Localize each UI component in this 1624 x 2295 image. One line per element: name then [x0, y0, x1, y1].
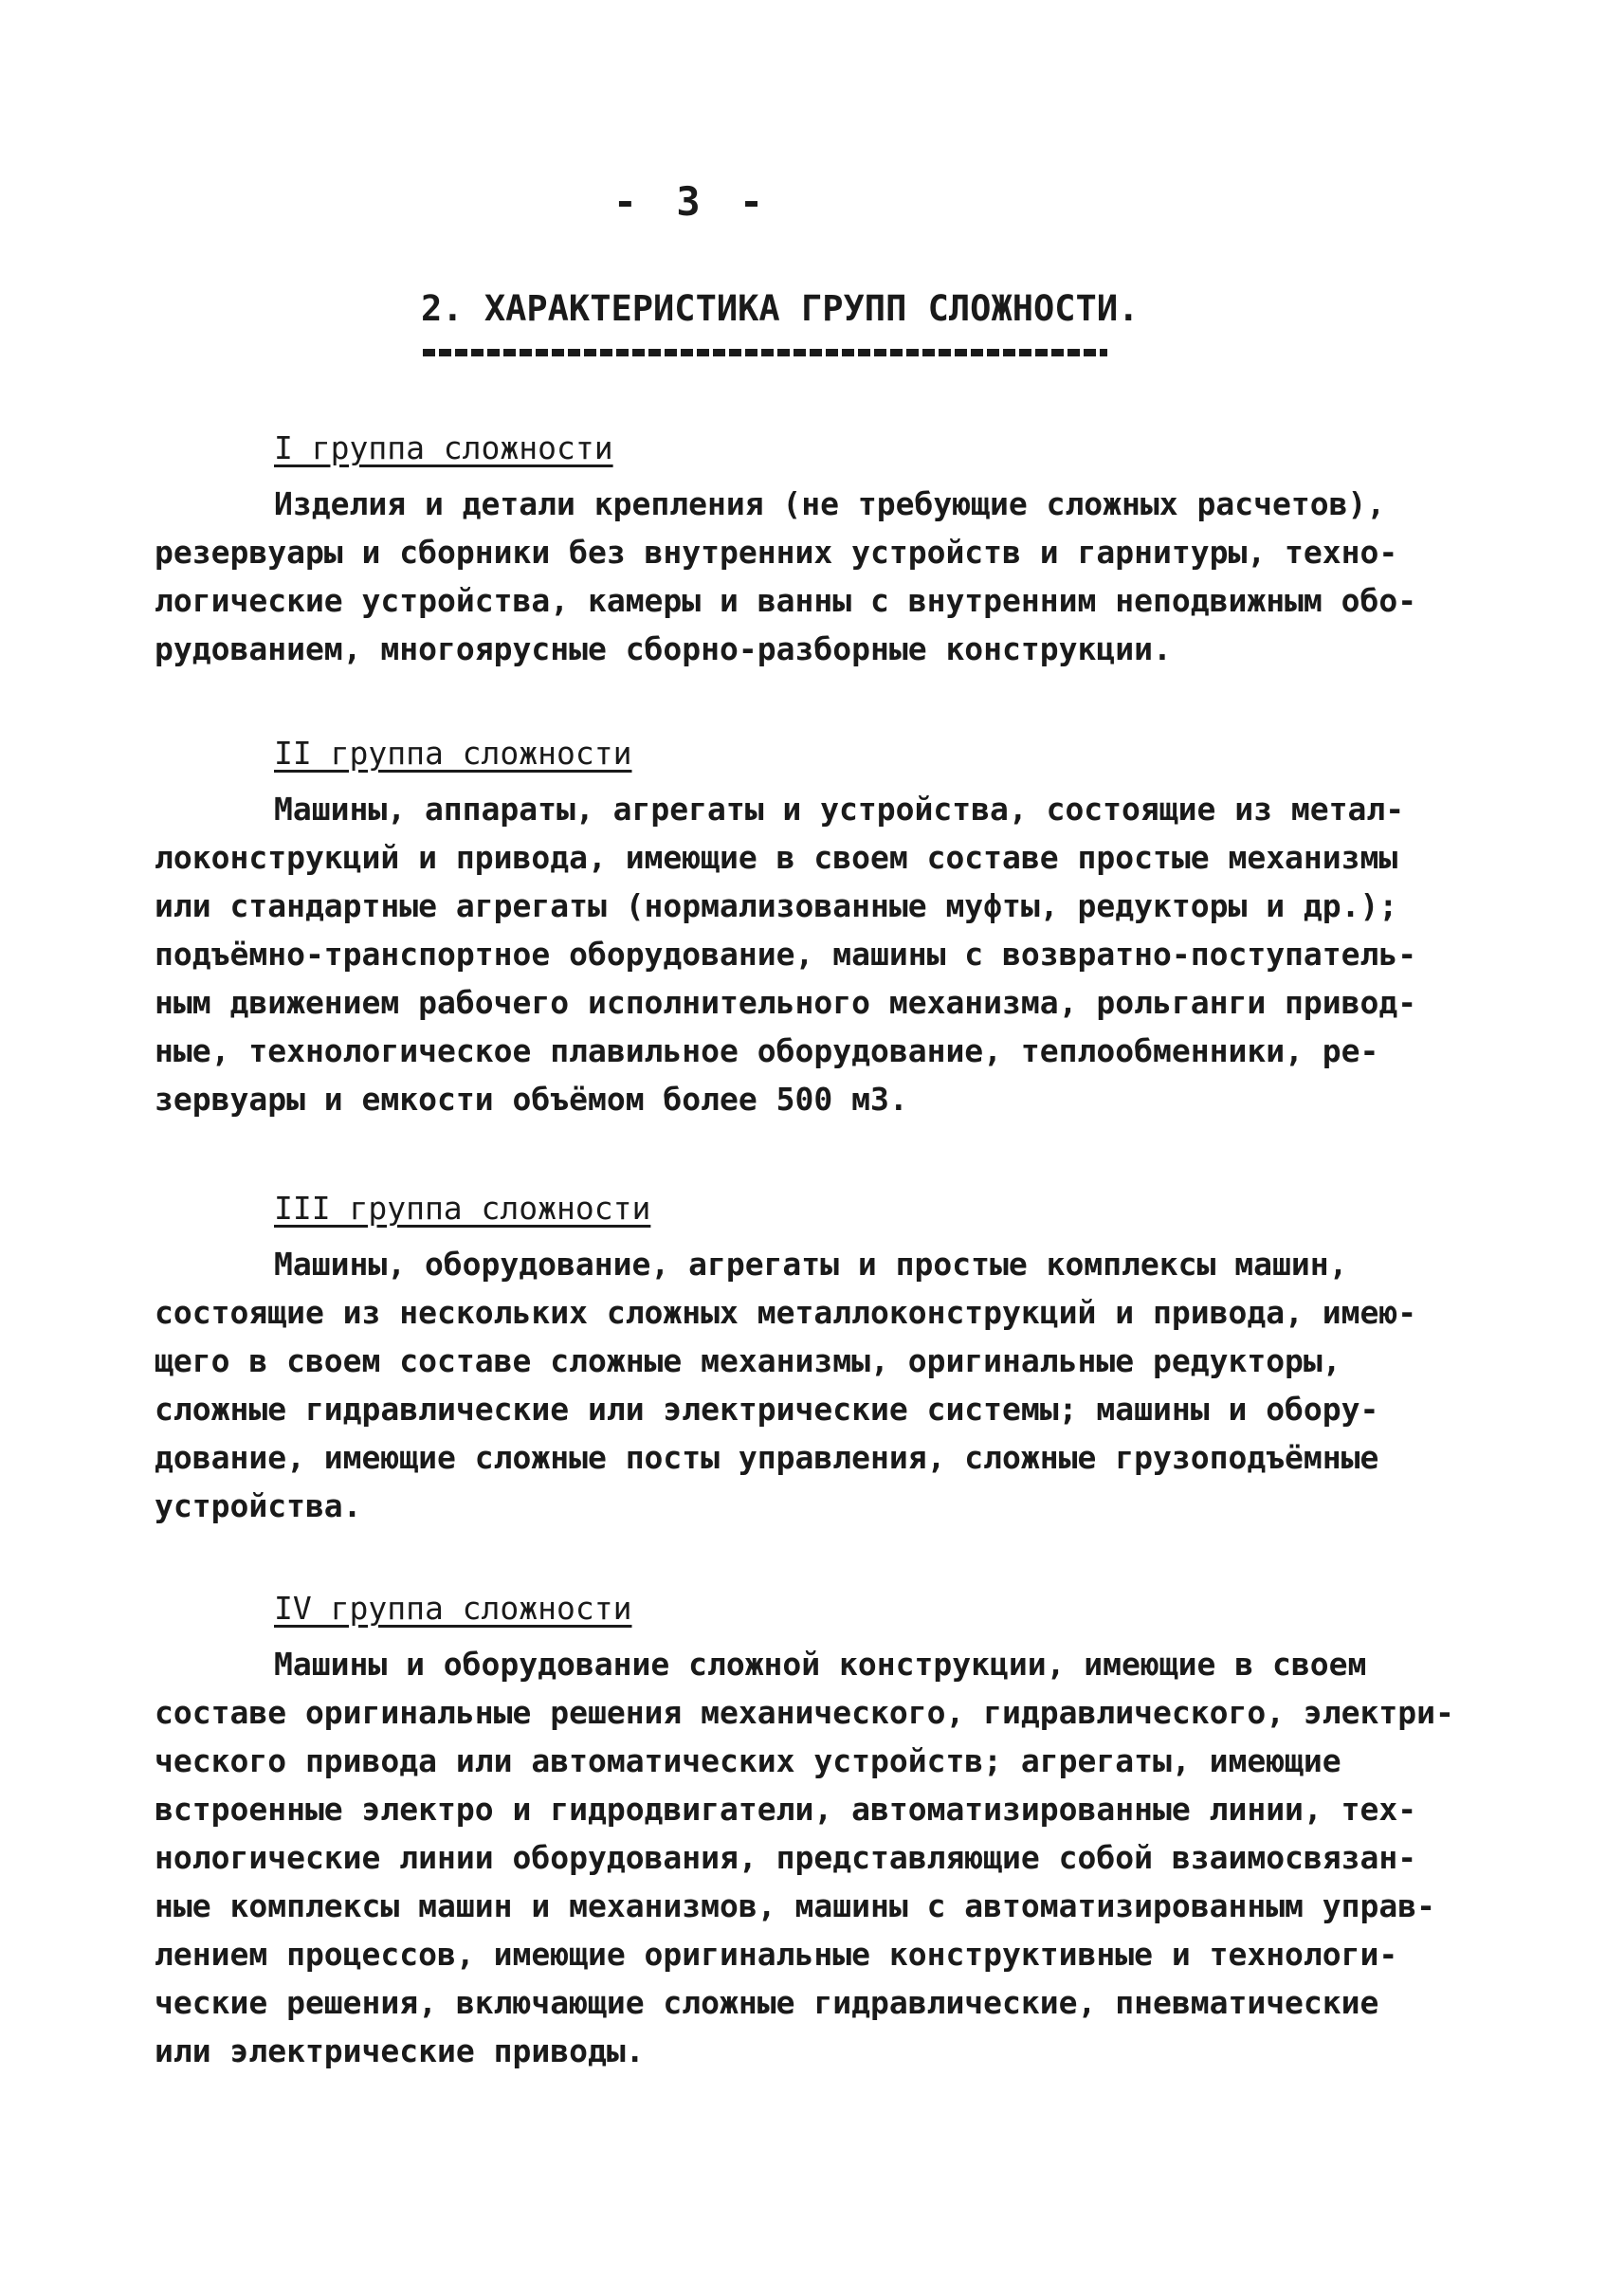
page-number: - 3 -	[612, 178, 772, 225]
group-heading: II группа сложности	[274, 735, 632, 772]
text-line: лением процессов, имеющие оригинальные конструктивные и технологи-	[155, 1936, 1398, 1973]
text-line: щего в своем составе сложные механизмы, оригинальные редукторы,	[155, 1342, 1341, 1379]
text-line: локонструкций и привода, имеющие в своем составе простые механизмы	[155, 839, 1398, 876]
group-description	[155, 1640, 1482, 2075]
text-line: подъёмно-транспортное оборудование, машины с возвратно-поступатель-	[155, 936, 1417, 973]
complexity-group-3	[155, 1185, 1482, 1530]
group-heading: IV группа сложности	[274, 1590, 632, 1627]
group-heading: I группа сложности	[274, 429, 613, 466]
text-line: встроенные электро и гидродвигатели, автоматизированные линии, тех-	[155, 1791, 1417, 1828]
complexity-group-2	[155, 730, 1482, 1123]
text-line: ческого привода или автоматических устройств; агрегаты, имеющие	[155, 1742, 1341, 1779]
text-line: устройства.	[155, 1487, 362, 1524]
text-line: нологические линии оборудования, представляющие собой взаимосвязан-	[155, 1839, 1417, 1876]
text-line: ческие решения, включающие сложные гидравлические, пневматические	[155, 1984, 1379, 2021]
group-description	[155, 1240, 1482, 1530]
title-underline-rule	[423, 349, 1107, 356]
text-line: Машины и оборудование сложной конструкции, имеющие в своем	[274, 1646, 1367, 1683]
text-line: Машины, оборудование, агрегаты и простые комплексы машин,	[274, 1246, 1348, 1283]
complexity-group-4	[155, 1585, 1482, 2075]
text-line: дование, имеющие сложные посты управления, сложные грузоподъёмные	[155, 1439, 1379, 1476]
text-line: зервуары и емкости объёмом более 500 м3.	[155, 1081, 908, 1118]
group-description	[155, 480, 1482, 673]
text-line: ным движением рабочего исполнительного механизма, рольганги привод-	[155, 984, 1417, 1021]
text-line: Изделия и детали крепления (не требующие сложных расчетов),	[274, 485, 1386, 522]
text-line: или электрические приводы.	[155, 2032, 645, 2069]
text-line: логические устройства, камеры и ванны с внутренним неподвижным обо-	[155, 582, 1417, 619]
group-description	[155, 785, 1482, 1123]
section-title: 2. ХАРАКТЕРИСТИКА ГРУПП СЛОЖНОСТИ.	[421, 288, 1140, 329]
text-line: ные, технологическое плавильное оборудование, теплообменники, ре-	[155, 1032, 1379, 1069]
text-line: сложные гидравлические или электрические системы; машины и обору-	[155, 1391, 1379, 1428]
text-line: состоящие из нескольких сложных металлоконструкций и привода, имею-	[155, 1294, 1417, 1331]
complexity-group-1	[155, 425, 1482, 673]
text-line: рудованием, многоярусные сборно-разборные конструкции.	[155, 630, 1172, 667]
text-line: Машины, аппараты, агрегаты и устройства, состоящие из метал-	[274, 791, 1405, 828]
text-line: резервуары и сборники без внутренних устройств и гарнитуры, техно-	[155, 534, 1398, 571]
text-line: ные комплексы машин и механизмов, машины с автоматизированным управ-	[155, 1887, 1436, 1924]
text-line: или стандартные агрегаты (нормализованные муфты, редукторы и др.);	[155, 887, 1398, 924]
text-line: составе оригинальные решения механического, гидравлического, электри-	[155, 1694, 1454, 1731]
group-heading: III группа сложности	[274, 1190, 651, 1227]
